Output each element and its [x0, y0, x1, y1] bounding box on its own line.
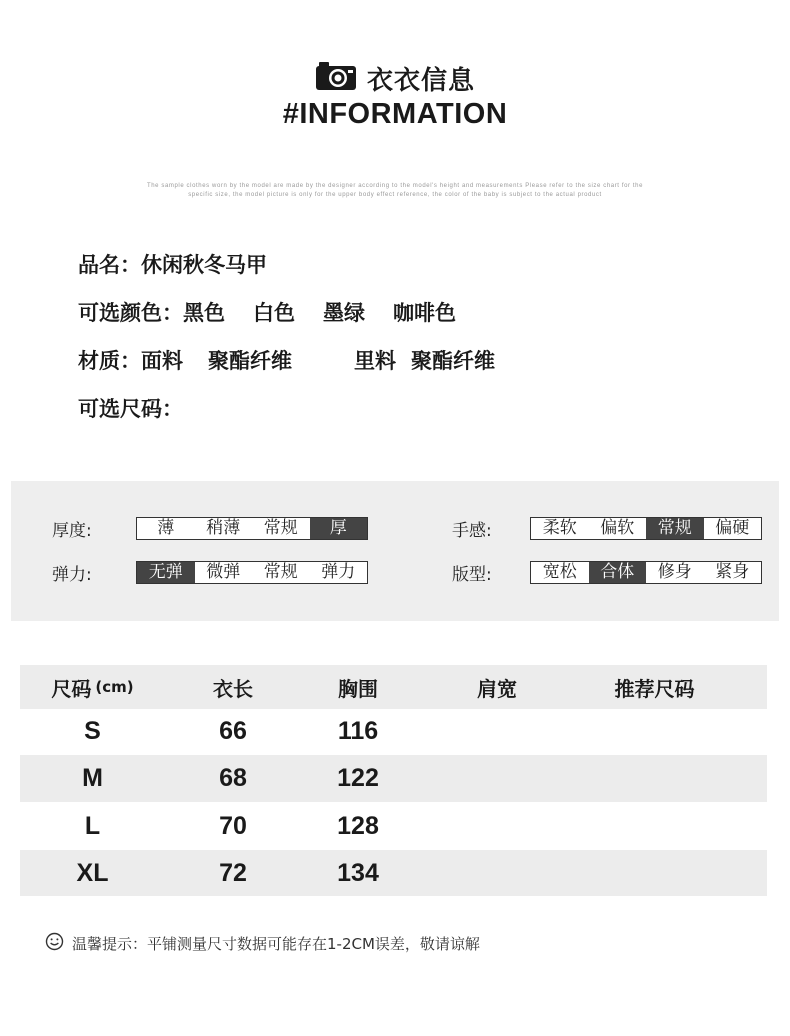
length-cell: 68 [219, 764, 247, 792]
thickness-option: 常规 [263, 518, 298, 538]
feel-option: 柔软 [542, 518, 577, 538]
page-header [0, 58, 790, 131]
length-cell: 70 [219, 811, 247, 840]
fit-option: 宽松 [542, 562, 577, 582]
elasticity-attribute [52, 560, 368, 585]
header-cell-size [40, 665, 145, 709]
size-cell: M [82, 764, 103, 792]
header-cell-length: 衣长 [213, 676, 253, 701]
chest-cell: 122 [337, 764, 379, 792]
table-row [20, 850, 767, 896]
product-name-row [78, 240, 495, 288]
elasticity-option-selected: 无弹 [137, 562, 195, 583]
size-cell: S [84, 716, 101, 745]
material-row [78, 336, 495, 384]
smiley-icon [45, 932, 72, 955]
elasticity-option: 弹力 [321, 562, 356, 582]
product-name-value: 休闲秋冬马甲 [141, 253, 267, 277]
outer-fabric-value: 聚酯纤维 [208, 349, 292, 373]
colors-label: 可选颜色： [78, 301, 183, 325]
elasticity-option: 微弹 [206, 562, 241, 582]
elasticity-label: 弹力: [52, 565, 92, 585]
sizes-row [78, 384, 495, 432]
elasticity-scale [136, 561, 368, 584]
fit-attribute [452, 560, 762, 585]
thickness-option: 稍薄 [206, 518, 241, 538]
feel-option: 偏硬 [715, 518, 750, 538]
fit-option: 紧身 [715, 562, 750, 582]
thickness-option-selected: 厚 [310, 518, 368, 539]
fit-label: 版型: [452, 565, 492, 585]
title-row [0, 58, 790, 98]
lining-value: 聚酯纤维 [411, 349, 495, 373]
colors-row [78, 288, 495, 336]
color-option: 墨绿 [323, 301, 365, 325]
title-chinese: 衣衣信息 [366, 65, 475, 96]
outer-fabric-label: 面料 [141, 349, 183, 373]
chest-cell: 128 [337, 811, 379, 840]
disclaimer-text [60, 182, 730, 200]
table-row [20, 802, 767, 850]
material-label: 材质： [78, 349, 141, 373]
chest-cell: 116 [337, 716, 379, 745]
chest-cell: 134 [337, 858, 379, 887]
length-cell: 66 [219, 716, 247, 745]
color-option: 咖啡色 [393, 301, 456, 325]
table-header-row [20, 665, 767, 709]
feel-option-selected: 常规 [646, 518, 704, 539]
lining-label: 里料 [354, 349, 396, 373]
feel-label: 手感: [452, 521, 492, 541]
header-unit: (cm) [95, 678, 134, 696]
fit-option: 修身 [657, 562, 692, 582]
header-size-label: 尺码 [51, 676, 92, 701]
size-cell: XL [76, 858, 109, 887]
feel-option: 偏软 [600, 518, 635, 538]
disclaimer-line-2: specific size, the model picture is only for the upper body effect reference, the color of the baby is subject to the actual product [188, 192, 602, 198]
fit-option-selected: 合体 [589, 562, 647, 583]
thickness-scale [136, 517, 368, 540]
camera-icon [315, 61, 357, 95]
length-cell: 72 [219, 858, 247, 887]
header-cell-chest: 胸围 [338, 676, 378, 701]
disclaimer-line-1: The sample clothes worn by the model are made by the designer according to the model's height and measurements Please refer to the size chart for the [146, 183, 644, 189]
measurement-tip [45, 932, 480, 955]
header-cell-shoulder: 肩宽 [477, 676, 517, 701]
color-option: 白色 [253, 301, 295, 325]
feel-scale [530, 517, 762, 540]
title-english: #INFORMATION [282, 98, 508, 130]
thickness-attribute [52, 516, 368, 541]
tip-text: 温馨提示：平铺测量尺寸数据可能存在1-2CM误差，敬请谅解 [72, 935, 480, 953]
table-row [20, 755, 767, 802]
feel-attribute [452, 516, 762, 541]
size-table [20, 665, 767, 896]
elasticity-option: 常规 [263, 562, 298, 582]
thickness-option: 薄 [157, 518, 175, 538]
product-name-label: 品名： [78, 253, 141, 277]
attribute-panel [11, 481, 779, 621]
color-option: 黑色 [183, 301, 225, 325]
product-info [78, 240, 495, 432]
sizes-label: 可选尺码： [78, 397, 183, 421]
table-row [20, 709, 767, 753]
fit-scale [530, 561, 762, 584]
header-cell-recommended: 推荐尺码 [614, 676, 695, 701]
thickness-label: 厚度: [52, 521, 92, 541]
size-cell: L [84, 811, 101, 840]
